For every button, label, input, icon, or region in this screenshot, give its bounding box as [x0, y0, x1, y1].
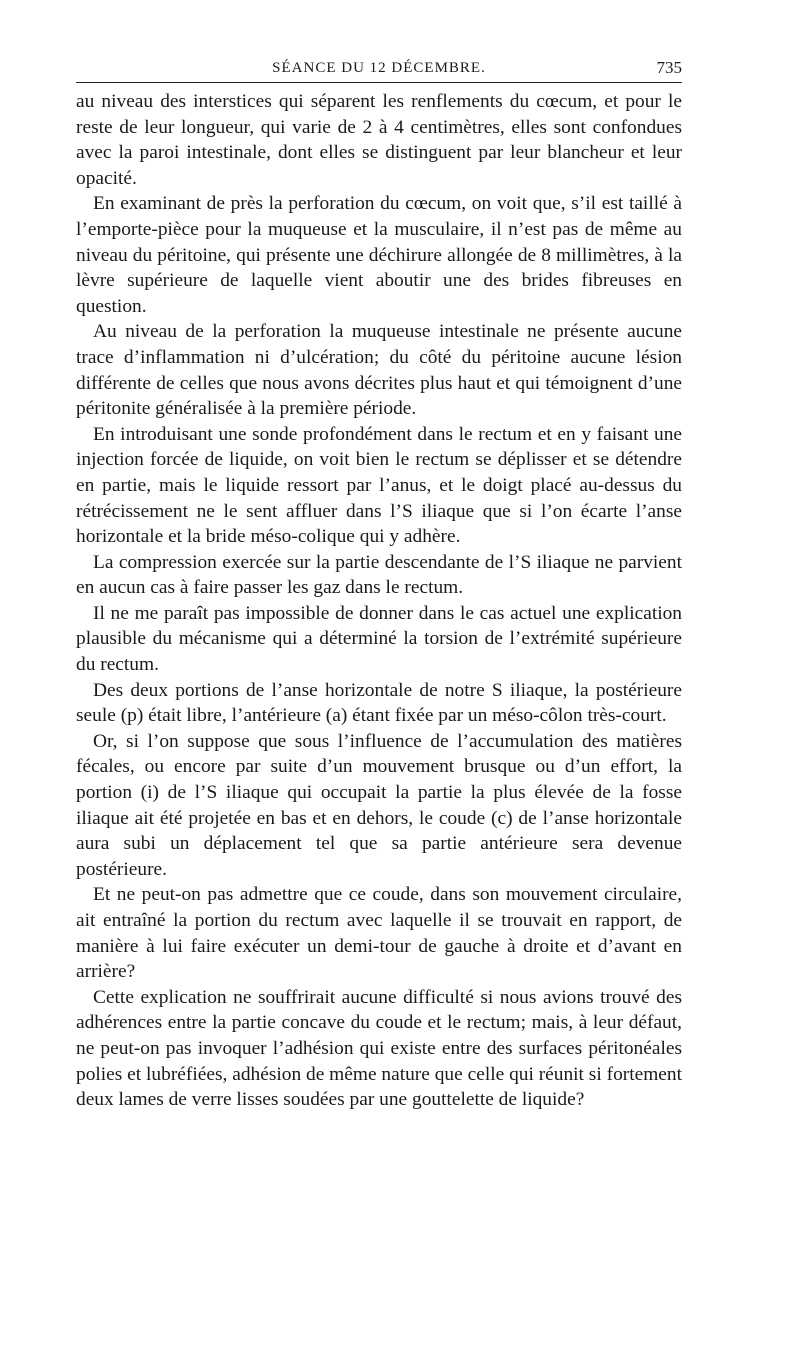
paragraph: Et ne peut-on pas admettre que ce coude, dans son mouvement circulaire, ait entraîné la portion du rectum avec laquelle il se trouvait en rapport, de manière à lui faire exécuter un demi-tour de gauche à droite et d’avant en arrière?	[76, 884, 682, 983]
book-page	[76, 52, 682, 1113]
paragraph: En examinant de près la perforation du cœcum, on voit que, s’il est taillé à l’emporte-pièce pour la muqueuse et la musculaire, il n’est pas de même au niveau du péritoine, qui présente une déchirure allongée de 8 millimètres, à la lèvre supérieure de laquelle vient aboutir une des brides fibreuses en question.	[76, 193, 682, 317]
paragraph: Or, si l’on suppose que sous l’influence de l’accumulation des matières fécales, ou encore par suite d’un mouvement brusque ou d’un effort, la portion (i) de l’S iliaque qui occupait la partie la plus élevée de la fosse iliaque ait été projetée en bas et en dehors, le coude (c) de l’anse horizontale aura subi un déplacement tel que sa partie antérieure sera devenue postérieure.	[76, 730, 682, 880]
body-text	[76, 89, 682, 1113]
paragraph: Il ne me paraît pas impossible de donner dans le cas actuel une explication plausible du mécanisme qui a déterminé la torsion de l’extrémité supérieure du rectum.	[76, 602, 682, 676]
running-head	[76, 52, 682, 83]
paragraph: au niveau des interstices qui séparent les renflements du cœcum, et pour le reste de leur longueur, qui varie de 2 à 4 centimètres, elles sont confondues avec la paroi intestinale, dont elles se distinguent par leur blancheur et leur opacité.	[76, 91, 682, 189]
paragraph: Au niveau de la perforation la muqueuse intestinale ne présente aucune trace d’inflammation ni d’ulcération; du côté du péritoine aucune lésion différente de celles que nous avons décrites plus haut et qui témoignent d’une péritonite généralisée à la première période.	[76, 321, 682, 420]
paragraph: Des deux portions de l’anse horizontale de notre S iliaque, la postérieure seule (p) était libre, l’antérieure (a) étant fixée par un méso-côlon très-court.	[76, 679, 682, 727]
paragraph: En introduisant une sonde profondément dans le rectum et en y faisant une injection forcée de liquide, on voit bien le rectum se déplisser et se détendre en partie, mais le liquide ressort par l’anus, et le doigt placé au-dessus du rétrécissement ne le sent affluer dans l’S iliaque que si l’on écarte l’anse horizontale et la bride méso-colique qui y adhère.	[76, 423, 682, 548]
page-number: 735	[656, 58, 682, 77]
running-title: SÉANCE DU 12 DÉCEMBRE.	[272, 60, 486, 76]
paragraph: La compression exercée sur la partie descendante de l’S iliaque ne parvient en aucun cas à faire passer les gaz dans le rectum.	[76, 551, 682, 599]
paragraph: Cette explication ne souffrirait aucune difficulté si nous avions trouvé des adhérences entre la partie concave du coude et le rectum; mais, à leur défaut, ne peut-on pas invoquer l’adhésion qui existe entre des surfaces péritonéales polies et lubréfiées, adhésion de même nature que celle qui réunit si fortement deux lames de verre lisses soudées par une gouttelette de liquide?	[76, 986, 682, 1111]
